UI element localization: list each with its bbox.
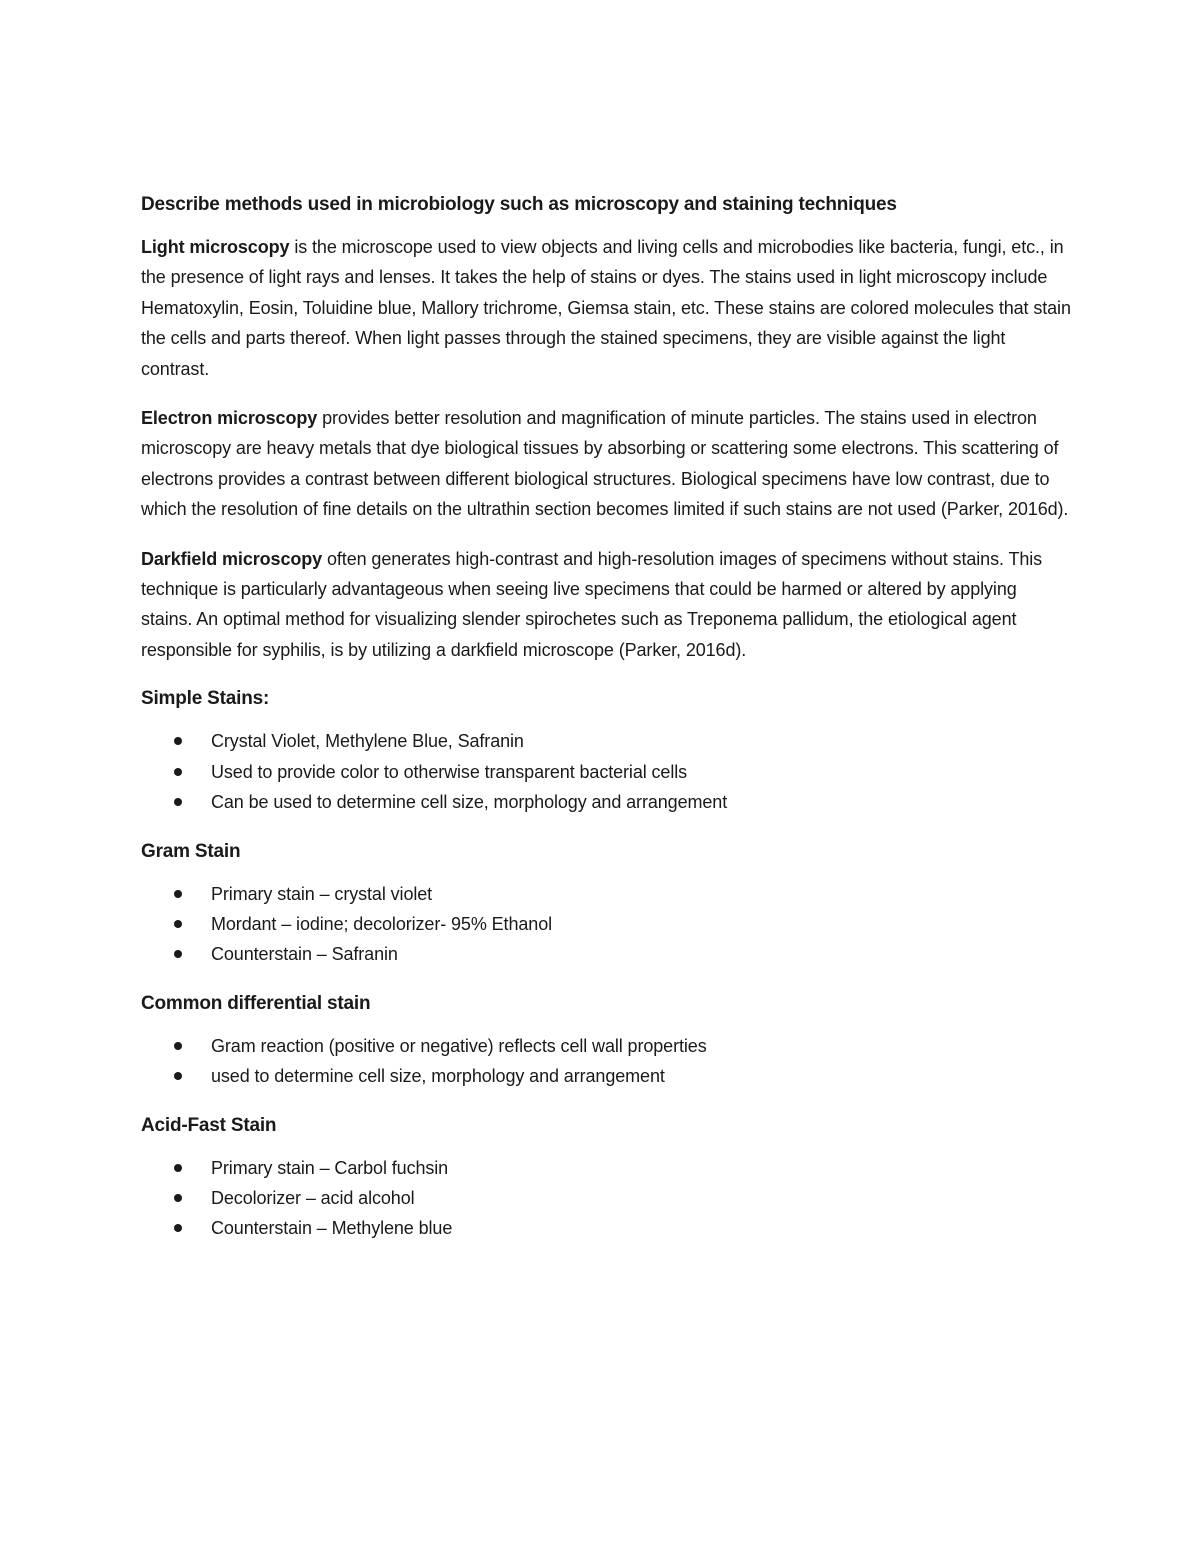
paragraph-darkfield-microscopy [141, 544, 1071, 666]
heading-acid-fast-stain: Acid-Fast Stain [141, 1114, 277, 1136]
list-item-text: Gram reaction (positive or negative) reflects cell wall properties [211, 1035, 707, 1056]
paragraph-light-microscopy [141, 232, 1071, 384]
paragraph-text: is the microscope used to view objects and living cells and microbodies like bacteria, fungi, etc., in the presence of light rays and lenses. It takes the help of stains or dyes. The stains used in light microscopy include Hematoxylin, Eosin, Toluidine blue, Mallory trichrome, Giemsa stain, etc. These stains are colored molecules that stain the cells and parts thereof. When light passes through the stained specimens, they are visible against the light contrast. [141, 237, 1071, 379]
list-item [141, 939, 1071, 969]
list-item-text: Decolorizer – acid alcohol [211, 1187, 415, 1208]
list-item-text: Primary stain – Carbol fuchsin [211, 1157, 449, 1178]
list-gram-stain [141, 879, 1071, 970]
paragraph-text: often generates high-contrast and high-resolution images of specimens without stains. This technique is particularly advantageous when seeing live specimens that could be harmed or altered by applying stains. An optimal method for visualizing slender spirochetes such as Treponema pallidum, the etiological agent responsible for syphilis, is by utilizing a darkfield microscope (Parker, 2016d). [141, 548, 1043, 660]
list-item [141, 879, 1071, 909]
bullet-icon [174, 1042, 182, 1050]
list-item [141, 1183, 1071, 1213]
bullet-icon [174, 950, 182, 958]
bullet-icon [174, 1072, 182, 1080]
list-common-differential-stain [141, 1031, 1071, 1092]
bullet-icon [174, 1194, 182, 1202]
paragraph-text: provides better resolution and magnification of minute particles. The stains used in electron microscopy are heavy metals that dye biological tissues by absorbing or scattering some electrons. This scattering of electrons provides a contrast between different biological structures. Biological specimens have low contrast, due to which the resolution of fine details on the ultrathin section becomes limited if such stains are not used (Parker, 2016d). [141, 408, 1069, 520]
bullet-icon [174, 1224, 182, 1232]
list-item-text: Can be used to determine cell size, morphology and arrangement [211, 792, 728, 813]
document-page [141, 190, 1071, 1263]
list-item-text: Used to provide color to otherwise transparent bacterial cells [211, 761, 688, 782]
paragraph-electron-microscopy [141, 403, 1071, 525]
list-item [141, 757, 1071, 787]
heading-gram-stain: Gram Stain [141, 840, 241, 862]
bullet-icon [174, 890, 182, 898]
bullet-icon [174, 737, 182, 745]
document-title: Describe methods used in microbiology such as microscopy and staining techniques [141, 194, 897, 215]
bullet-icon [174, 798, 182, 806]
term-light-microscopy: Light microscopy [141, 237, 290, 257]
list-item-text: Primary stain – crystal violet [211, 883, 433, 904]
list-item-text: Counterstain – Safranin [211, 944, 398, 965]
term-electron-microscopy: Electron microscopy [141, 408, 318, 429]
list-simple-stains [141, 726, 1071, 817]
list-item-text: Crystal Violet, Methylene Blue, Safranin [211, 731, 524, 752]
term-darkfield-microscopy: Darkfield microscopy [141, 548, 323, 569]
bullet-icon [174, 920, 182, 928]
list-item-text: Counterstain – Methylene blue [211, 1218, 453, 1239]
list-item [141, 909, 1071, 939]
bullet-icon [174, 1164, 182, 1172]
list-item [141, 787, 1071, 817]
heading-simple-stains: Simple Stains: [141, 688, 270, 710]
list-item [141, 726, 1071, 756]
list-item [141, 1061, 1071, 1091]
list-item-text: Mordant – iodine; decolorizer- 95% Ethanol [211, 913, 552, 934]
heading-common-differential-stain: Common differential stain [141, 992, 371, 1014]
list-acid-fast-stain [141, 1153, 1071, 1244]
list-item [141, 1213, 1071, 1243]
list-item [141, 1031, 1071, 1061]
list-item-text: used to determine cell size, morphology and arrangement [211, 1066, 665, 1087]
bullet-icon [174, 768, 182, 776]
list-item [141, 1153, 1071, 1183]
